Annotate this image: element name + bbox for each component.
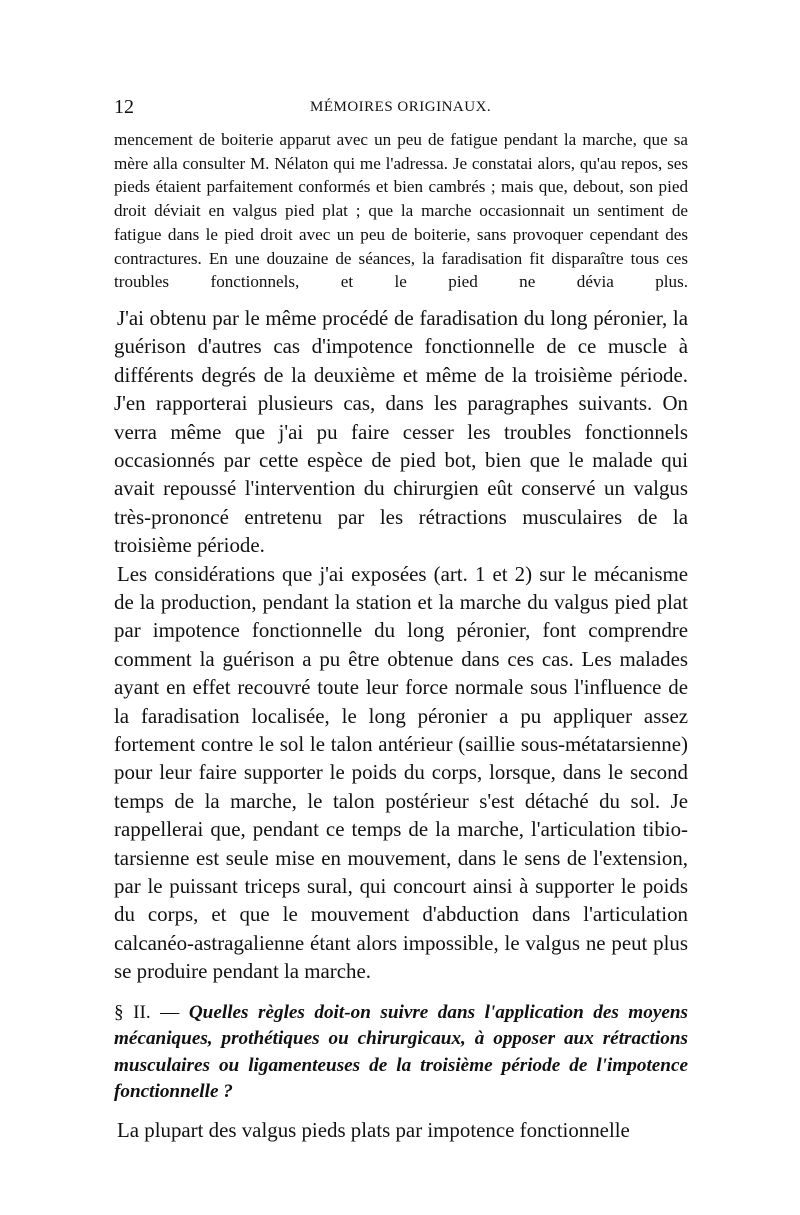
book-page	[114, 96, 688, 1144]
page-number: 12	[114, 96, 134, 118]
paragraph-mechanism: Les considérations que j'ai exposées (art. 1 et 2) sur le mécanisme de la production, pendant la station et la marche du valgus pied plat par impotence fonctionnelle du long péronier, font comprendre comment la guérison a pu être obtenue dans ces cas. Les malades ayant en effet recouvré toute leur force normale sous l'influence de la faradisation localisée, le long péronier a pu appliquer assez fortement contre le sol le talon antérieur (saillie sous-métatarsienne) pour leur faire supporter le poids du corps, lorsque, dans le second temps de la marche, le talon postérieur s'est détaché du sol. Je rappellerai que, pendant ce temps de la marche, l'articulation tibio-tarsienne est seule mise en mouvement, dans le sens de l'extension, par le puissant triceps sural, qui concourt ainsi à supporter le poids du corps, et que le mouvement d'abduction dans l'articulation calcanéo-astragalienne étant alors impossible, le valgus ne peut plus se produire pendant la marche.	[114, 561, 688, 984]
case-report-paragraph: mencement de boiterie apparut avec un peu de fatigue pendant la marche, que sa mère alla consulter M. Nélaton qui me l'adressa. Je constatai alors, qu'au repos, ses pieds étaient parfaitement conformés et bien cambrés ; mais que, debout, son pied droit déviait en valgus pied plat ; que la marche occasionnait un sentiment de fatigue dans le pied droit avec un peu de boiterie, sans provoquer cependant des contractures. En une douzaine de séances, la faradisation fit disparaître tous ces troubles fonctionnels, et le pied ne dévia plus.	[114, 130, 688, 292]
paragraph-continuation: La plupart des valgus pieds plats par impotence fonctionnelle	[117, 1117, 630, 1142]
section-heading	[114, 1000, 688, 1106]
section-mark: §	[114, 1001, 124, 1023]
section-number: II. —	[133, 1001, 180, 1023]
running-title: MÉMOIRES ORIGINAUX.	[310, 99, 492, 115]
section-question: Quelles règles doit-on suivre dans l'application des moyens mécaniques, prothétiques ou chirurgicaux, à opposer aux rétractions musculaires ou ligamenteuses de la troisième période de l'impotence fonctionnelle ?	[114, 1001, 688, 1103]
paragraph-faradisation-results: J'ai obtenu par le même procédé de faradisation du long péronier, la guérison d'autres cas d'impotence fonctionnelle de ce muscle à différents degrés de la deuxième et même de la troisième période. J'en rapporterai plusieurs cas, dans les paragraphes suivants. On verra même que j'ai pu faire cesser les troubles fonctionnels occasionnés par cette espèce de pied bot, bien que le malade qui avait repoussé l'intervention du chirurgien eût conservé un valgus très-prononcé entretenu par les rétractions musculaires de la troisième période.	[114, 305, 688, 558]
main-text	[114, 304, 688, 986]
page-header	[114, 96, 688, 120]
